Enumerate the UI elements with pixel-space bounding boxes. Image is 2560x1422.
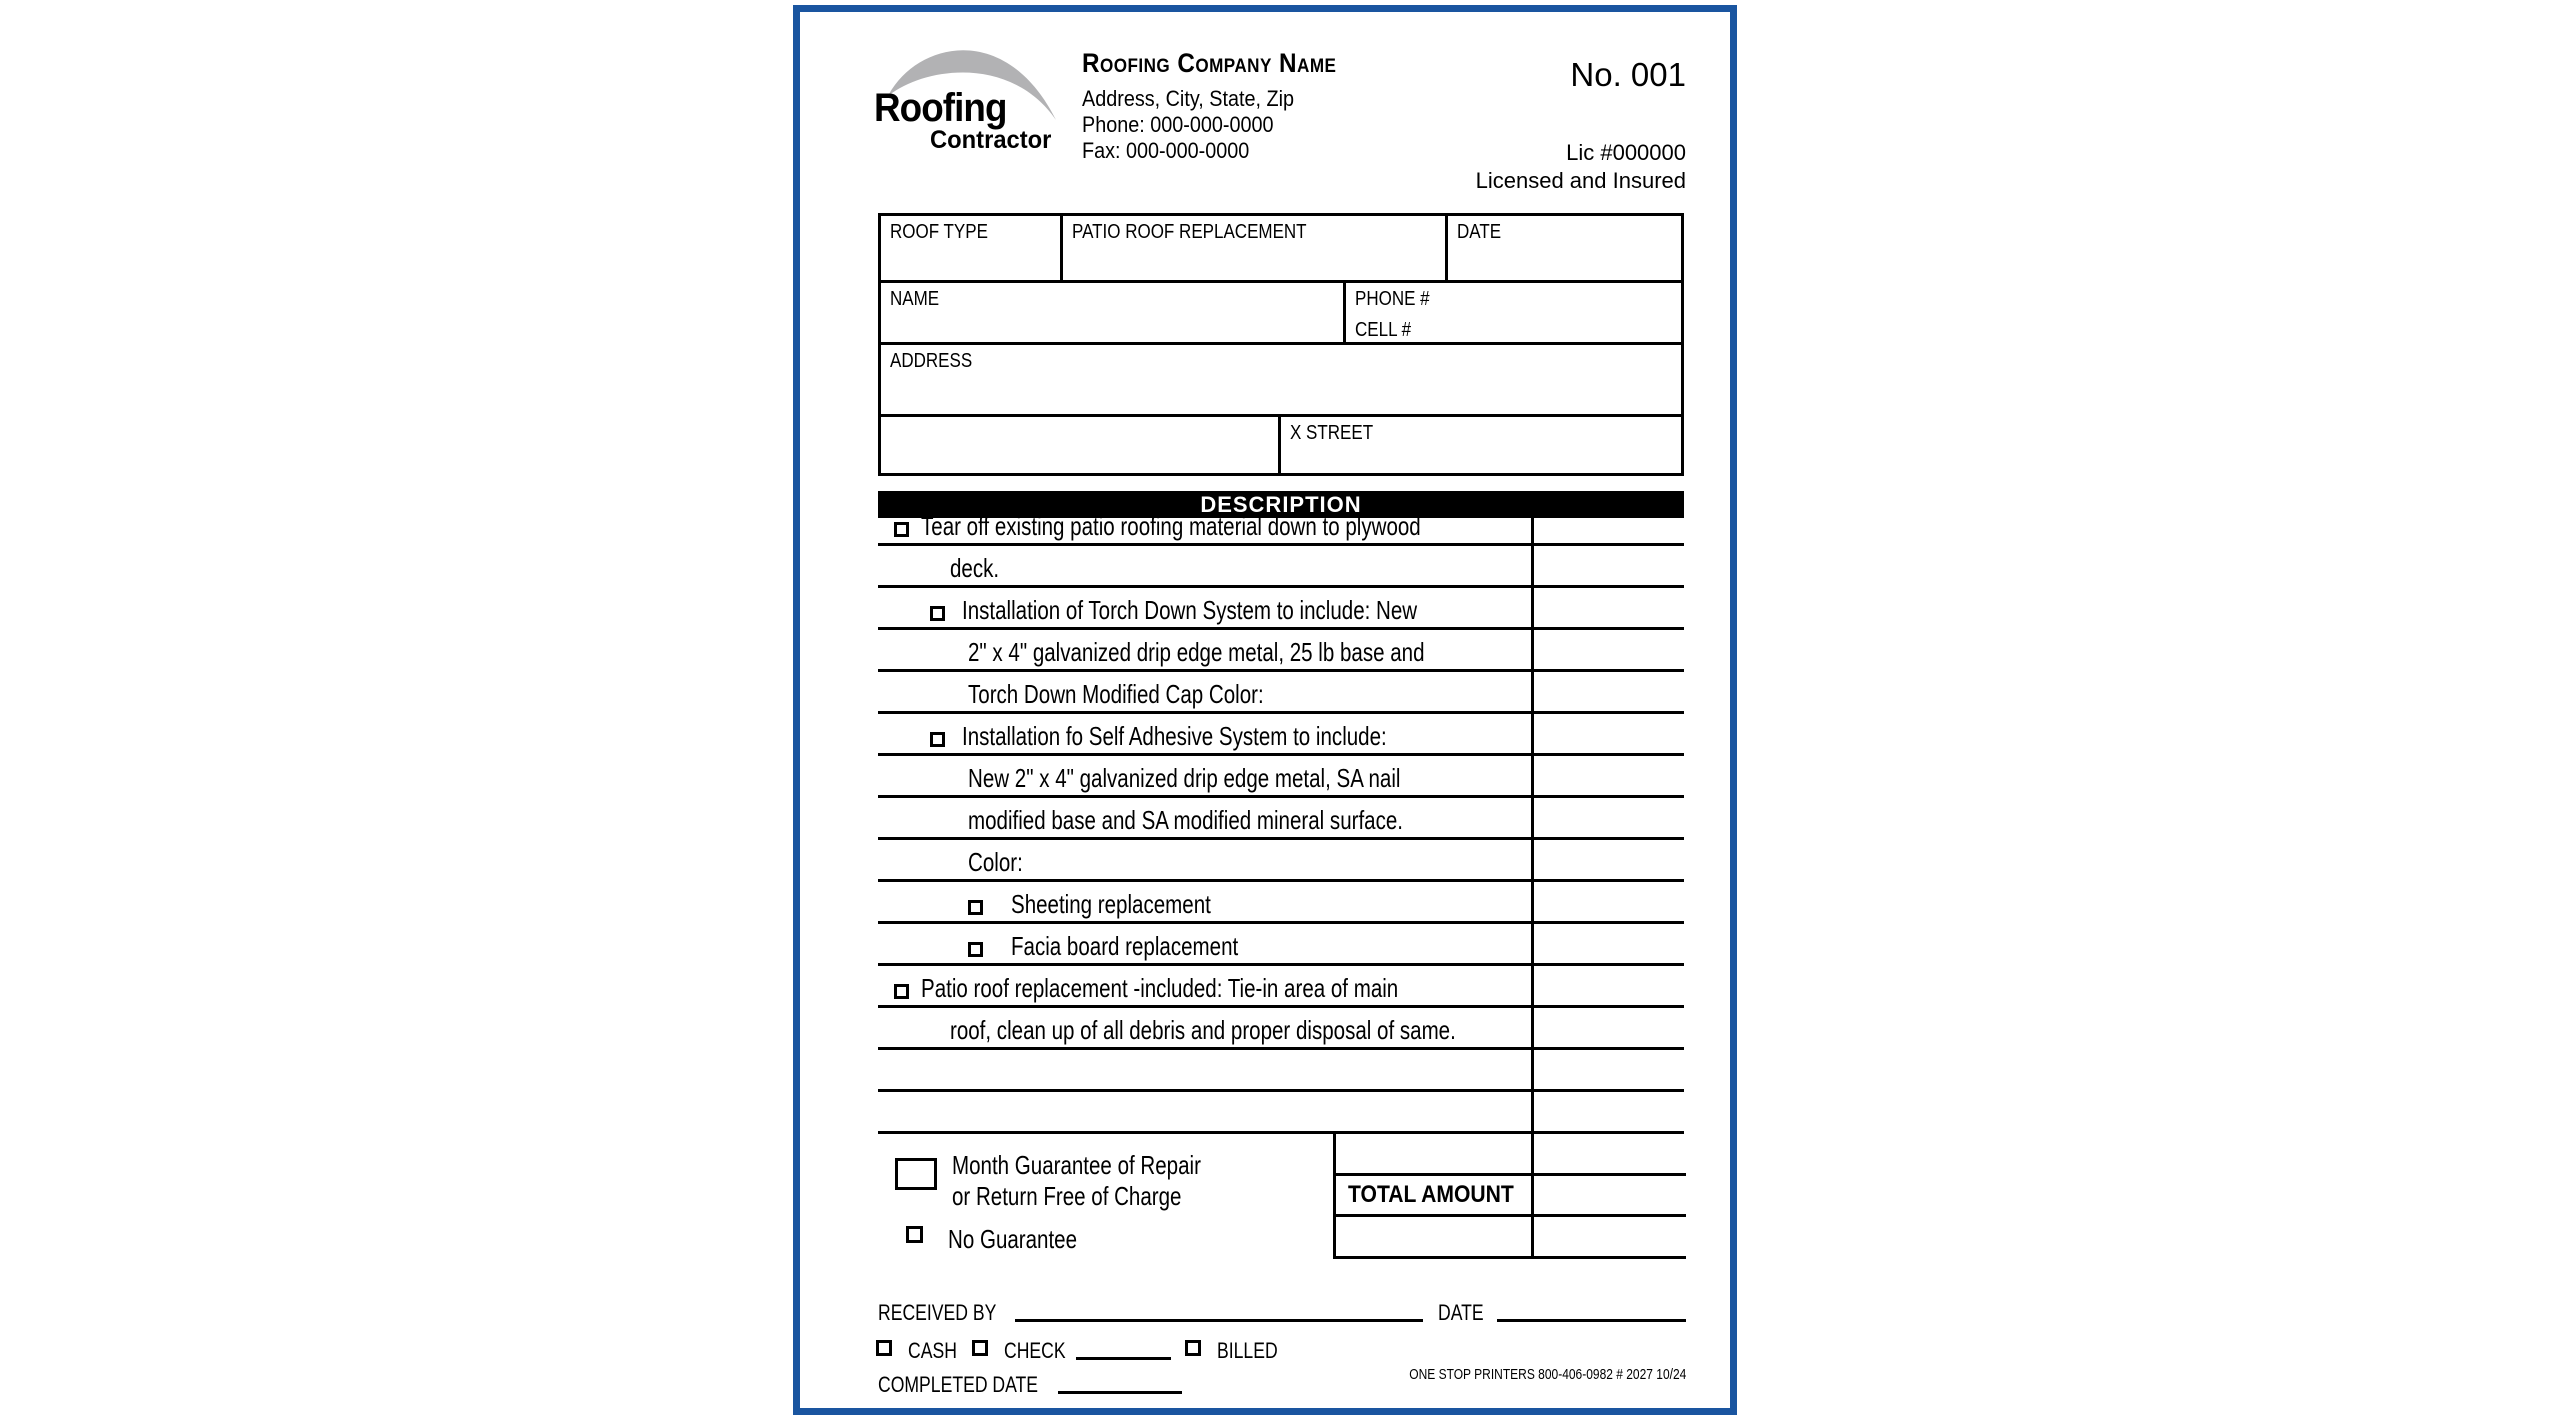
license-number: Lic #000000 <box>1566 140 1686 165</box>
description-row <box>878 630 1684 672</box>
description-header: DESCRIPTION <box>878 491 1684 518</box>
logo-text-contractor: Contractor <box>930 126 1052 154</box>
description-row <box>878 966 1684 1008</box>
description-row <box>878 1050 1684 1092</box>
description-row <box>878 840 1684 882</box>
description-row <box>878 756 1684 798</box>
description-text-cell[interactable] <box>878 807 1531 837</box>
description-text-cell[interactable] <box>878 1017 1531 1047</box>
patio-roof-replacement-field[interactable] <box>1060 216 1445 280</box>
date-field[interactable] <box>1445 216 1681 280</box>
subtotal-amount-cell[interactable] <box>1531 1134 1686 1173</box>
description-item-text: roof, clean up of all debris and proper disposal of same. <box>950 1015 1456 1045</box>
no-guarantee-label: No Guarantee <box>948 1224 1078 1254</box>
description-text-cell[interactable] <box>878 765 1531 795</box>
description-item-checkbox[interactable] <box>930 732 945 747</box>
description-item-text: Patio roof replacement -included: Tie-in area of main <box>921 973 1399 1003</box>
phone-cell-field[interactable] <box>1343 283 1681 342</box>
description-item-checkbox[interactable] <box>968 942 983 957</box>
received-by-label: RECEIVED BY <box>878 1300 997 1325</box>
licensed-insured-note: Licensed and Insured <box>1475 168 1686 193</box>
name-field[interactable] <box>881 283 1343 342</box>
cell-label: CELL # <box>1355 319 1412 341</box>
description-text-cell[interactable] <box>878 849 1531 879</box>
company-address: Address, City, State, Zip <box>1082 86 1295 111</box>
no-guarantee-checkbox[interactable] <box>906 1226 923 1243</box>
description-row <box>878 511 1684 546</box>
address-field[interactable] <box>881 345 1681 414</box>
customer-info-table <box>878 213 1684 476</box>
description-text-cell[interactable] <box>878 933 1531 963</box>
patio-roof-replacement-label: PATIO ROOF REPLACEMENT <box>1072 221 1307 243</box>
description-text-cell[interactable] <box>878 555 1531 585</box>
description-text-cell[interactable] <box>878 681 1531 711</box>
cash-checkbox[interactable] <box>876 1340 892 1356</box>
description-item-text: Color: <box>968 847 1023 877</box>
form-sheet <box>793 5 1737 1415</box>
description-text-cell[interactable] <box>878 1085 1531 1089</box>
description-item-checkbox[interactable] <box>894 522 909 537</box>
company-phone: Phone: 000-000-0000 <box>1082 112 1274 137</box>
description-row <box>878 714 1684 756</box>
billed-label: BILLED <box>1217 1338 1278 1363</box>
description-item-checkbox[interactable] <box>968 900 983 915</box>
footer-date-line[interactable] <box>1497 1282 1686 1322</box>
company-fax: Fax: 000-000-0000 <box>1082 138 1250 163</box>
phone-label: PHONE # <box>1355 288 1430 310</box>
guarantee-months-box[interactable] <box>895 1158 937 1190</box>
check-checkbox[interactable] <box>972 1340 988 1356</box>
description-item-text: New 2" x 4" galvanized drip edge metal, SA nail <box>968 763 1401 793</box>
description-row <box>878 1092 1684 1134</box>
month-guarantee-text: Month Guarantee of Repair or Return Free of Charge <box>952 1150 1201 1211</box>
total-amount-value-cell[interactable] <box>1531 1176 1686 1214</box>
description-row <box>878 798 1684 840</box>
name-label: NAME <box>890 288 940 310</box>
roof-type-label: ROOF TYPE <box>890 221 988 243</box>
roof-type-field[interactable] <box>881 216 1060 280</box>
printer-imprint: ONE STOP PRINTERS 800-406-0982 # 2027 10/24 <box>1408 1366 1686 1383</box>
description-rows <box>878 511 1684 1134</box>
description-item-text: deck. <box>950 553 1000 583</box>
description-item-text: Facia board replacement <box>1011 931 1239 961</box>
footer-date-label: DATE <box>1438 1300 1484 1325</box>
total-box <box>1333 1134 1686 1259</box>
check-label: CHECK <box>1004 1338 1066 1363</box>
description-item-text: modified base and SA modified mineral surface. <box>968 805 1404 835</box>
total-amount-label: TOTAL AMOUNT <box>1348 1181 1514 1208</box>
description-row <box>878 924 1684 966</box>
description-item-checkbox[interactable] <box>894 984 909 999</box>
description-row <box>878 672 1684 714</box>
description-item-text: 2" x 4" galvanized drip edge metal, 25 lb base and <box>968 637 1425 667</box>
completed-date-line[interactable] <box>1058 1356 1182 1394</box>
received-by-line[interactable] <box>1015 1282 1423 1322</box>
description-item-text: Installation fo Self Adhesive System to include: <box>962 721 1387 751</box>
description-text-cell[interactable] <box>878 597 1531 627</box>
description-text-cell[interactable] <box>878 513 1531 543</box>
company-name: Roofing Company Name <box>1082 48 1337 78</box>
total-amount-label-cell <box>1336 1176 1531 1214</box>
description-text-cell[interactable] <box>878 891 1531 921</box>
completed-date-label: COMPLETED DATE <box>878 1372 1039 1397</box>
description-text-cell[interactable] <box>878 975 1531 1005</box>
document-number: No. 001 <box>1570 56 1686 93</box>
description-text-cell[interactable] <box>878 723 1531 753</box>
x-street-field[interactable] <box>1278 417 1681 473</box>
description-row <box>878 882 1684 924</box>
description-row <box>878 588 1684 630</box>
description-item-text: Sheeting replacement <box>1011 889 1211 919</box>
date-label: DATE <box>1457 221 1502 243</box>
description-row <box>878 1008 1684 1050</box>
logo-text-roofing: Roofing <box>874 86 1007 130</box>
description-item-text: Torch Down Modified Cap Color: <box>968 679 1264 709</box>
description-text-cell[interactable] <box>878 639 1531 669</box>
description-item-checkbox[interactable] <box>930 606 945 621</box>
description-row <box>878 546 1684 588</box>
x-street-label: X STREET <box>1290 422 1374 444</box>
billed-checkbox[interactable] <box>1185 1340 1201 1356</box>
description-item-text: Tear off existing patio roofing material down to plywood <box>921 511 1421 541</box>
company-logo <box>864 28 1074 160</box>
subtotal-cell[interactable] <box>1336 1134 1531 1173</box>
description-text-cell[interactable] <box>878 1127 1531 1131</box>
cash-label: CASH <box>908 1338 957 1363</box>
extra-total-cell[interactable] <box>1336 1217 1531 1256</box>
description-item-text: Installation of Torch Down System to include: New <box>962 595 1418 625</box>
blank-field[interactable] <box>881 417 1278 473</box>
extra-total-amount-cell[interactable] <box>1531 1217 1686 1256</box>
address-label: ADDRESS <box>890 350 973 372</box>
